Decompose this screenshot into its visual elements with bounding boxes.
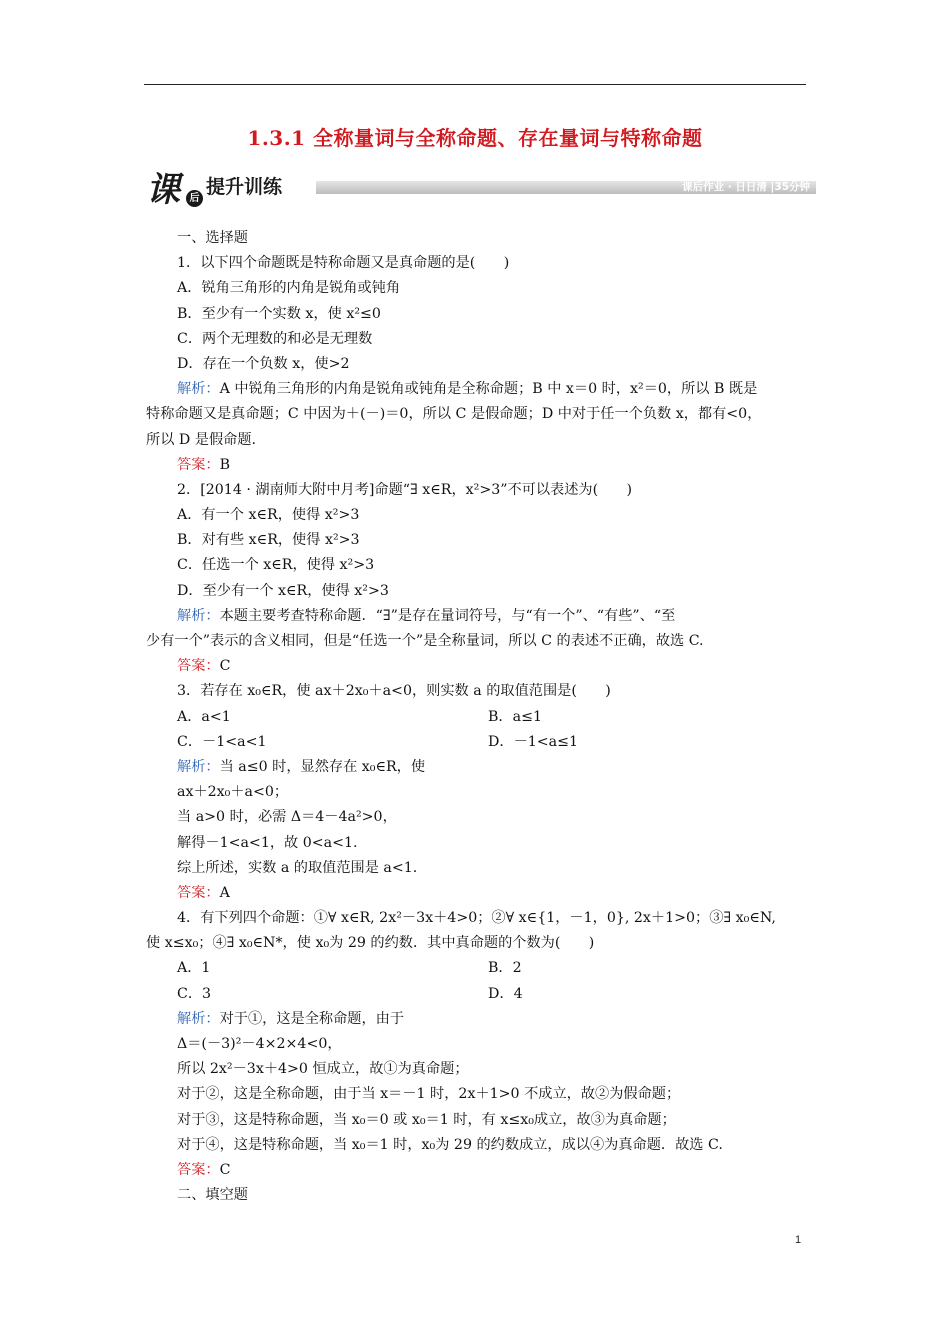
text-line bbox=[146, 730, 810, 755]
text-line bbox=[146, 705, 810, 730]
answer-value: A bbox=[219, 884, 230, 901]
line-text: 一、选择题 bbox=[177, 230, 248, 246]
banner-heading: 提升训练 bbox=[206, 176, 283, 198]
line-text: 综上所述，实数 a 的取值范围是 a<1. bbox=[177, 859, 418, 876]
text-line bbox=[146, 1007, 810, 1032]
line-text: 1．以下四个命题既是特称命题又是真命题的是( ) bbox=[177, 255, 510, 272]
text-line bbox=[146, 503, 810, 528]
answer-value: C bbox=[219, 1161, 231, 1178]
line-text: D．至少有一个 x∈R，使得 x²>3 bbox=[177, 582, 389, 599]
line-text: A 中锐角三角形的内角是锐角或钝角是全称命题；B 中 x＝0 时，x²＝0，所以 B 既是 bbox=[219, 381, 758, 398]
text-line bbox=[146, 453, 810, 478]
section-banner bbox=[144, 170, 816, 210]
option-text: B．2 bbox=[488, 960, 522, 977]
line-text: 当 a>0 时，必需 Δ＝4－4a²>0， bbox=[177, 809, 397, 826]
analysis-label: 解析： bbox=[177, 1010, 220, 1027]
text-line bbox=[146, 755, 810, 780]
line-text: 对于①，这是全称命题，由于 bbox=[219, 1010, 405, 1027]
text-line bbox=[146, 528, 810, 553]
line-text: 对于③，这是特称命题，当 x₀＝0 或 x₀＝1 时，有 x≤x₀成立，故③为真命题； bbox=[177, 1111, 676, 1128]
line-text: A．a<1 bbox=[177, 708, 231, 725]
text-line bbox=[146, 1133, 810, 1158]
answer-label: 答案： bbox=[177, 1161, 220, 1178]
text-line bbox=[146, 906, 810, 931]
text-line bbox=[146, 956, 810, 981]
line-text: 二、填空题 bbox=[177, 1187, 248, 1204]
line-text: C．－1<a<1 bbox=[177, 733, 267, 750]
line-text: B．对有些 x∈R，使得 x²>3 bbox=[177, 532, 360, 549]
header-rule bbox=[144, 84, 806, 85]
text-line bbox=[146, 1158, 810, 1183]
analysis-label: 解析： bbox=[177, 758, 220, 775]
line-text: B．至少有一个实数 x，使 x²≤0 bbox=[177, 305, 381, 322]
line-text: 解得－1<a<1，故 0<a<1. bbox=[177, 834, 358, 851]
line-text: C．两个无理数的和必是无理数 bbox=[177, 330, 373, 347]
line-text: 4．有下列四个命题：①∀ x∈R, 2x²－3x＋4>0；②∀ x∈{1，－1，0}, 2x＋1>0；③∃ x₀∈N, bbox=[177, 910, 776, 927]
line-text: A．锐角三角形的内角是锐角或钝角 bbox=[177, 280, 401, 297]
text-line bbox=[146, 352, 810, 377]
line-text: D．存在一个负数 x，使>2 bbox=[177, 355, 350, 372]
text-line bbox=[146, 1082, 810, 1107]
page-title: 1.3.1 全称量词与全称命题、存在量词与特称命题 bbox=[247, 126, 703, 150]
line-text: 使 x≤x₀；④∃ x₀∈N*，使 x₀为 29 的约数．其中真命题的个数为( ) bbox=[146, 935, 595, 952]
text-line bbox=[146, 831, 810, 856]
option-text: D．－1<a≤1 bbox=[488, 733, 579, 750]
option-text: B．a≤1 bbox=[488, 708, 542, 725]
text-line bbox=[146, 982, 810, 1007]
text-line bbox=[146, 1057, 810, 1082]
text-line bbox=[146, 579, 810, 604]
line-text: 少有一个”表示的含义相同，但是“任选一个”是全称量词，所以 C 的表述不正确，故选 C. bbox=[146, 633, 704, 649]
option-text: D．4 bbox=[488, 985, 523, 1002]
line-text: 2．[2014 · 湖南师大附中月考]命题“∃ x∈R，x²>3”不可以表述为( ) bbox=[177, 481, 633, 498]
page-number: 1 bbox=[795, 1234, 802, 1246]
line-text: 对于④，这是特称命题，当 x₀＝1 时，x₀为 29 的约数成立，成以④为真命题．故选 C. bbox=[177, 1136, 723, 1153]
line-text: C．3 bbox=[177, 985, 212, 1002]
text-line bbox=[146, 881, 810, 906]
answer-value: B bbox=[219, 456, 231, 473]
line-text: 本题主要考查特称命题．“∃”是存在量词符号，与“有一个”、“有些”、“至 bbox=[219, 607, 676, 624]
text-line bbox=[146, 553, 810, 578]
text-line bbox=[146, 276, 810, 301]
text-line bbox=[146, 478, 810, 503]
banner-logo-badge: 后 bbox=[186, 190, 203, 207]
text-line bbox=[146, 302, 810, 327]
analysis-label: 解析： bbox=[177, 381, 220, 398]
text-line bbox=[146, 931, 810, 956]
line-text: 当 a≤0 时，显然存在 x₀∈R，使 bbox=[219, 758, 426, 775]
text-line bbox=[146, 1108, 810, 1133]
line-text: 对于②，这是全称命题，由于当 x＝－1 时，2x＋1>0 不成立，故②为假命题； bbox=[177, 1086, 681, 1103]
text-line bbox=[146, 856, 810, 881]
banner-bar bbox=[316, 181, 816, 194]
line-text: 所以 2x²－3x＋4>0 恒成立，故①为真命题； bbox=[177, 1061, 469, 1078]
analysis-label: 解析： bbox=[177, 607, 220, 624]
text-line bbox=[146, 629, 810, 654]
answer-value: C bbox=[219, 658, 231, 675]
line-text: 所以 D 是假命题. bbox=[146, 431, 257, 448]
answer-label: 答案： bbox=[177, 456, 220, 473]
text-line bbox=[146, 428, 810, 453]
line-text: 3．若存在 x₀∈R，使 ax＋2x₀＋a<0，则实数 a 的取值范围是( ) bbox=[177, 683, 611, 700]
text-line bbox=[146, 1183, 810, 1208]
line-text: A．1 bbox=[177, 960, 211, 977]
text-line bbox=[146, 780, 810, 805]
text-line bbox=[146, 402, 810, 427]
line-text: Δ＝(－3)²－4×2×4<0， bbox=[177, 1036, 342, 1052]
line-text: ax＋2x₀＋a<0； bbox=[177, 784, 289, 801]
line-text: C．任选一个 x∈R，使得 x²>3 bbox=[177, 557, 375, 574]
text-line bbox=[146, 604, 810, 629]
text-line bbox=[146, 251, 810, 276]
text-line bbox=[146, 1032, 810, 1057]
answer-label: 答案： bbox=[177, 884, 220, 901]
text-line bbox=[146, 805, 810, 830]
line-text: A．有一个 x∈R，使得 x²>3 bbox=[177, 507, 360, 524]
text-line bbox=[146, 654, 810, 679]
text-line bbox=[146, 226, 810, 251]
text-line bbox=[146, 679, 810, 704]
answer-label: 答案： bbox=[177, 658, 220, 675]
banner-logo: 课 bbox=[146, 170, 180, 210]
text-line bbox=[146, 377, 810, 402]
text-line bbox=[146, 327, 810, 352]
document-body bbox=[146, 226, 810, 1208]
banner-tagline: 课后作业 · 日日清 |35分钟 bbox=[682, 181, 810, 193]
line-text: 特称命题又是真命题；C 中因为＋(－)＝0，所以 C 是假命题；D 中对于任一个负数 x，都有<0， bbox=[146, 406, 762, 423]
